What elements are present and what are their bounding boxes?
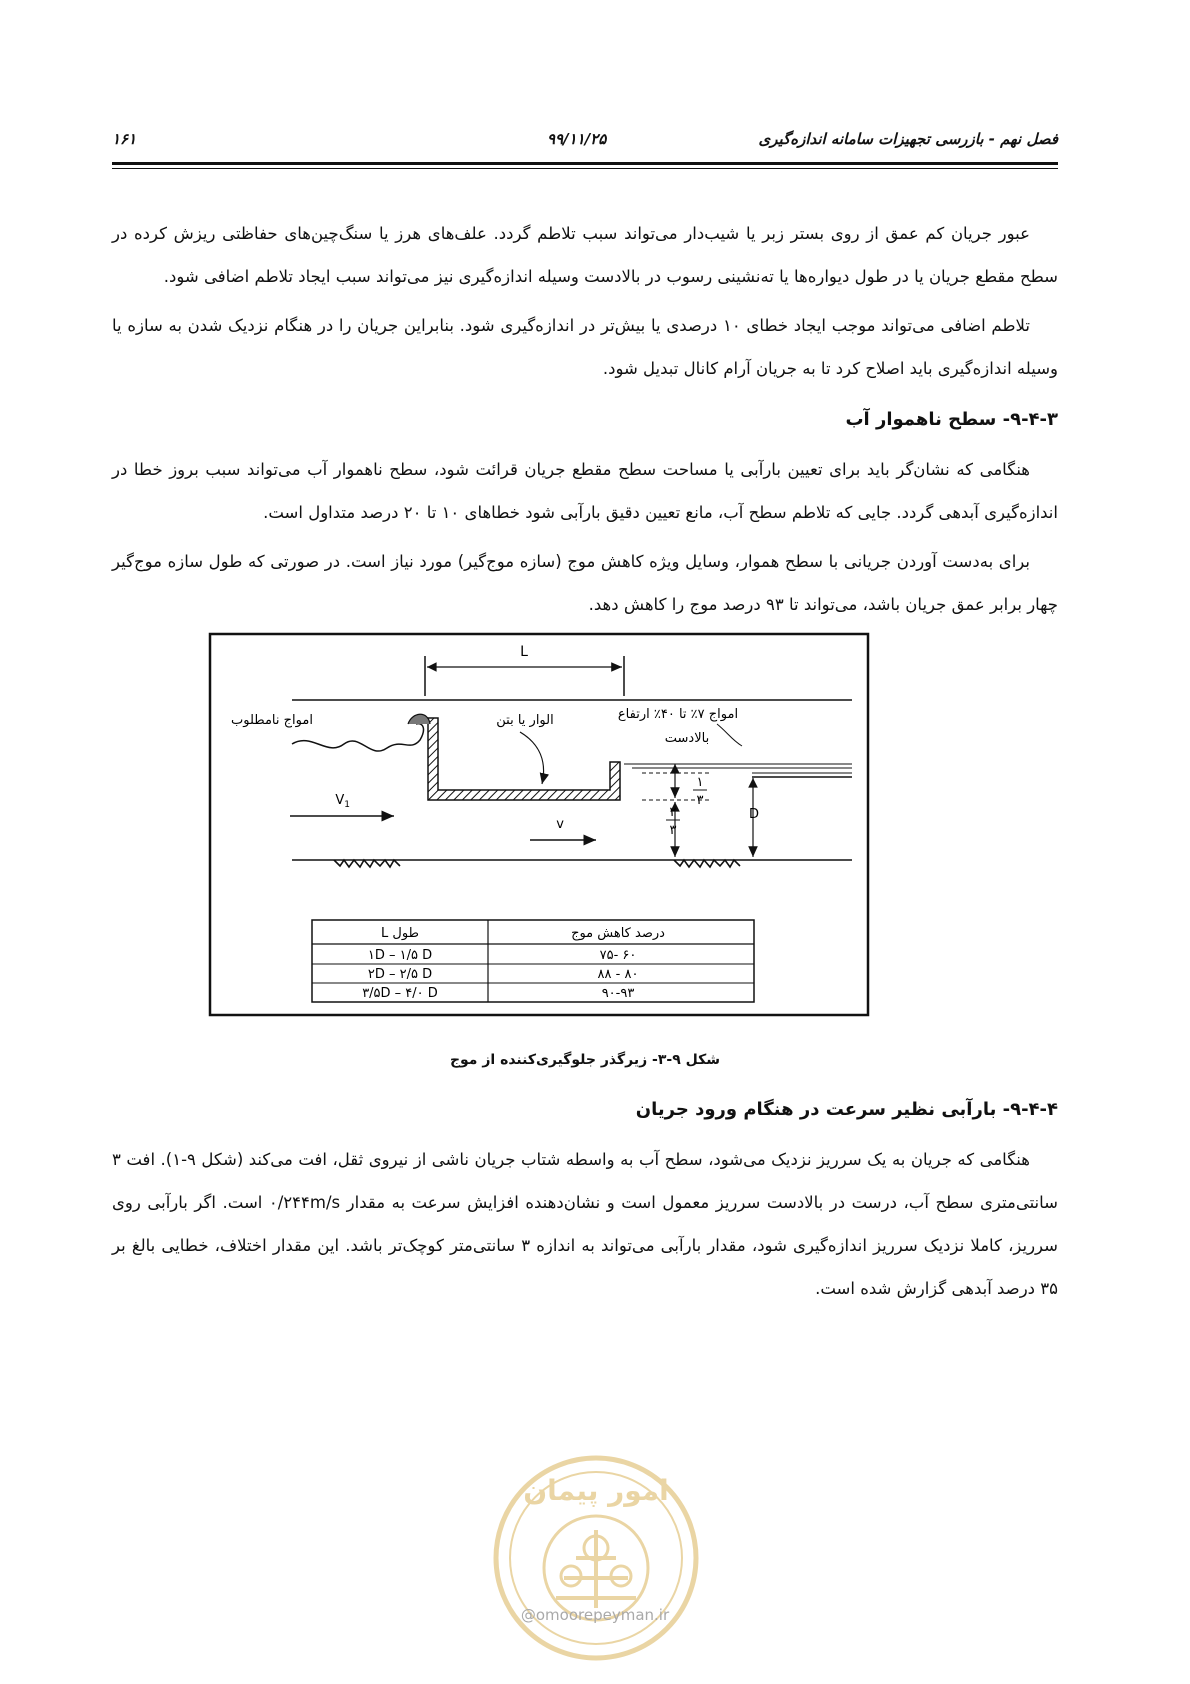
figure-caption: شکل ۹-۳- زیرگذر جلوگیری‌کننده از موج (449, 1052, 721, 1068)
label-three-b: ۳ (669, 823, 677, 838)
table-cell: ۹۰-۹۳ (601, 986, 635, 1001)
watermark-seal-logo (486, 1448, 706, 1668)
document-body (112, 212, 1058, 1316)
paragraph: برای به‌دست آوردن جریانی با سطح هموار، وسایل ویژه کاهش موج (سازه موج‌گیر) مورد نیاز است. در صورتی که طول سازه موج‌گیر چهار برابر عمق جریان باشد، می‌تواند تا ۹۳ درصد موج را کاهش دهد. (112, 552, 1058, 614)
table-cell: ۲D – ۲/۵ D (367, 967, 433, 982)
label-unwanted-waves: امواج نامطلوب (231, 713, 313, 728)
section-heading: ۹-۴-۳- سطح ناهموار آب (845, 409, 1058, 430)
label-v: v (556, 817, 564, 832)
label-two: ۲ (669, 805, 677, 820)
header-date: ۹۹/۱۱/۲۵ (547, 130, 607, 148)
table-cell: ۶۰ -۷۵ (599, 948, 637, 963)
label-D: D (748, 807, 759, 822)
header-rule-thin (112, 168, 1058, 169)
baffle-structure (428, 718, 620, 800)
label-L: L (520, 644, 528, 660)
page-header (112, 130, 1058, 160)
section-heading: ۹-۴-۴- بارآبی نظیر سرعت در هنگام ورود جریان (635, 1099, 1058, 1120)
paragraph: هنگامی که جریان به یک سرریز نزدیک می‌شود، سطح آب به واسطه شتاب جریان ناشی از نیروی ثقل، افت می‌کند (شکل ۹-۱). افت ۳ سانتی‌متری سطح آب، درست در بالادست سرریز معمول است و نشان‌دهنده افزایش سرعت به مقدار ۰/۲۴۴m/s است. اگر بارآبی روی سرریز، کاملا نزدیک سرریز اندازه‌گیری شود، مقدار بارآبی می‌تواند به اندازه ۳ سانتی‌متر کوچک‌تر باشد. این مقدار اختلاف، خطایی بالغ بر ۳۵ درصد آبدهی گزارش شده است. (112, 1150, 1058, 1298)
chapter-title: فصل نهم - بازرسی تجهیزات سامانه اندازه‌گیری (758, 130, 1058, 148)
table-header-length: طول L (381, 926, 419, 941)
paragraph: تلاطم اضافی می‌تواند موجب ایجاد خطای ۱۰ درصدی یا بیش‌تر در اندازه‌گیری شود. بنابراین جریان را در هنگام نزدیک شدن به سازه یا وسیله اندازه‌گیری باید اصلاح کرد تا به جریان آرام کانال تبدیل شود. (112, 316, 1058, 378)
table-header-reduction: درصد کاهش موج (571, 926, 665, 941)
label-one: ۱ (696, 775, 704, 790)
label-board-concrete: الوار یا بتن (496, 713, 554, 728)
header-rule-thick (112, 162, 1058, 165)
paragraph: عبور جریان کم عمق از روی بستر زبر یا شیب‌دار می‌تواند سبب تلاطم گردد. علف‌های هرز یا سنگ‌چین‌های حفاظتی ریزش کرده در سطح مقطع جریان یا در طول دیواره‌ها یا ته‌نشینی رسوب در بالادست وسیله اندازه‌گیری نیز می‌تواند سبب ایجاد تلاطم اضافی شود. (112, 224, 1058, 286)
wave-suppressor-figure (112, 632, 1058, 1080)
label-three-a: ۳ (696, 793, 704, 808)
watermark-url: @omoorepeyman.ir (520, 1606, 670, 1624)
wave-reduction-table (312, 920, 754, 1002)
seal-text: امور پیمان (523, 1474, 669, 1507)
figure-frame (210, 634, 868, 1015)
table-cell: ۱D – ۱/۵ D (367, 948, 433, 963)
label-waves-line2: بالادست (664, 731, 710, 746)
label-V1: $V_1$ (335, 793, 350, 810)
table-cell: ۸۰ - ۸۸ (597, 967, 639, 982)
table-cell: ۳/۵D – ۴/۰ D (362, 986, 438, 1001)
label-waves-line1: امواج ۷٪ تا ۴۰٪ ارتفاع (617, 707, 739, 722)
figure-drawing (112, 632, 1058, 1080)
page-number: ۱۶۱ (112, 130, 137, 148)
paragraph: هنگامی که نشان‌گر باید برای تعیین بارآبی یا مساحت سطح مقطع جریان قرائت شود، سطح ناهموار آب می‌تواند سبب بروز خطا در اندازه‌گیری آبدهی گردد. جایی که تلاطم سطح آب، مانع تعیین دقیق بارآبی شود خطاهای ۱۰ تا ۲۰ درصد متداول است. (112, 460, 1058, 522)
